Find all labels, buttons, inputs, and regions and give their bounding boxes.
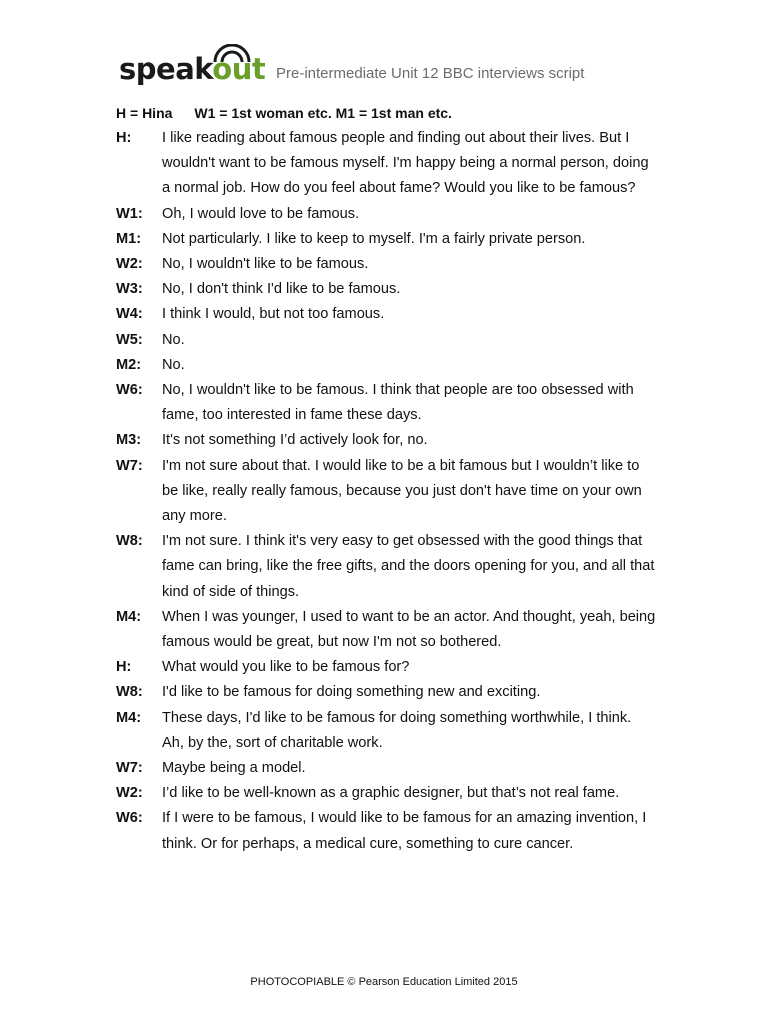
speaker-label: M3: — [116, 432, 142, 449]
legend-roles: W1 = 1st woman etc. M1 = 1st man etc. — [194, 105, 452, 121]
speaker-text: It's not something I’d actively look for, no. — [162, 432, 428, 449]
script-line — [116, 252, 656, 277]
speaker-text: These days, I'd like to be famous for doing something worthwhile, I think. Ah, by the, sort of charitable work. — [162, 709, 632, 751]
logo-wordmark — [119, 52, 265, 86]
script-line — [116, 655, 656, 680]
document-subtitle: Pre-intermediate Unit 12 BBC interviews script — [276, 65, 585, 82]
speaker-text: When I was younger, I used to want to be an actor. And thought, yeah, being famous would be great, but now I'm not so bothered. — [162, 608, 656, 651]
speaker-text: I'm not sure. I think it's very easy to get obsessed with the good things that fame can bring, like the free gifts, and the doors opening for you, and all that kind of side of things. — [162, 533, 655, 600]
script-line — [116, 353, 656, 378]
script-line — [116, 302, 656, 327]
speaker-label: W5: — [116, 331, 143, 348]
script-line — [116, 605, 656, 655]
script-line — [116, 529, 656, 605]
speaker-label: H: — [116, 659, 132, 676]
speaker-text: I think I would, but not too famous. — [162, 306, 385, 323]
speaker-label: H: — [116, 130, 132, 146]
script-line — [116, 227, 656, 252]
speaker-label: W7: — [116, 457, 143, 474]
speaker-text: No, I wouldn't like to be famous. I think that people are too obsessed with fame, too interested in fame these days. — [162, 382, 634, 424]
script-line — [116, 680, 656, 705]
copyright-footer: PHOTOCOPIABLE © Pearson Education Limited 2015 — [250, 976, 518, 988]
interview-script — [116, 126, 656, 857]
speaker-text: I'm not sure about that. I would like to be a bit famous but I wouldn’t like to be like, really really famous, because you just don't have time on your own any more. — [162, 457, 642, 525]
script-line — [116, 328, 656, 353]
legend-hina: H = Hina — [116, 105, 173, 121]
speaker-label: M4: — [116, 608, 142, 625]
speaker-label: W1: — [116, 205, 143, 222]
speaker-text: I’d like to be well-known as a graphic designer, but that’s not real fame. — [162, 785, 620, 802]
speaker-label: M1: — [116, 230, 142, 247]
script-line — [116, 202, 656, 227]
speaker-label: W8: — [116, 533, 143, 550]
speaker-label: M2: — [116, 356, 142, 373]
speaker-text: I'd like to be famous for doing something new and exciting. — [162, 684, 541, 701]
speaker-label: W3: — [116, 281, 143, 298]
speaker-text: Not particularly. I like to keep to myself. I'm a fairly private person. — [162, 230, 586, 247]
speaker-text: I like reading about famous people and finding out about their lives. But I wouldn't want to be famous myself. I'm happy being a normal person, doing a normal job. How do you feel about fame? Would you like to be famous? — [162, 130, 649, 197]
speaker-text: What would you like to be famous for? — [162, 659, 410, 676]
speaker-legend — [116, 105, 474, 121]
script-line — [116, 126, 656, 202]
script-line — [116, 378, 656, 428]
speaker-label: W8: — [116, 684, 143, 701]
speaker-label: M4: — [116, 709, 142, 726]
speaker-text: No, I don't think I'd like to be famous. — [162, 281, 401, 298]
script-line — [116, 454, 656, 530]
logo-out: out — [212, 52, 266, 86]
speaker-label: W2: — [116, 785, 143, 802]
speaker-text: Maybe being a model. — [162, 760, 306, 777]
script-line — [116, 428, 656, 453]
speaker-label: W6: — [116, 810, 143, 827]
speaker-text: If I were to be famous, I would like to be famous for an amazing invention, I think. Or for perhaps, a medical cure, something to cure cancer. — [162, 810, 647, 852]
speaker-label: W2: — [116, 256, 143, 273]
speaker-text: No. — [162, 331, 185, 348]
script-line — [116, 781, 656, 806]
script-line — [116, 277, 656, 302]
speaker-text: Oh, I would love to be famous. — [162, 205, 360, 222]
speakout-logo — [119, 44, 274, 88]
speaker-text: No, I wouldn't like to be famous. — [162, 256, 369, 273]
logo-speak: speak — [119, 52, 213, 86]
script-line — [116, 706, 656, 756]
speaker-label: W7: — [116, 760, 143, 777]
document-header — [119, 44, 719, 92]
script-line — [116, 756, 656, 781]
speaker-label: W4: — [116, 306, 143, 323]
speaker-text: No. — [162, 356, 185, 373]
script-line — [116, 806, 656, 856]
speaker-label: W6: — [116, 382, 143, 399]
